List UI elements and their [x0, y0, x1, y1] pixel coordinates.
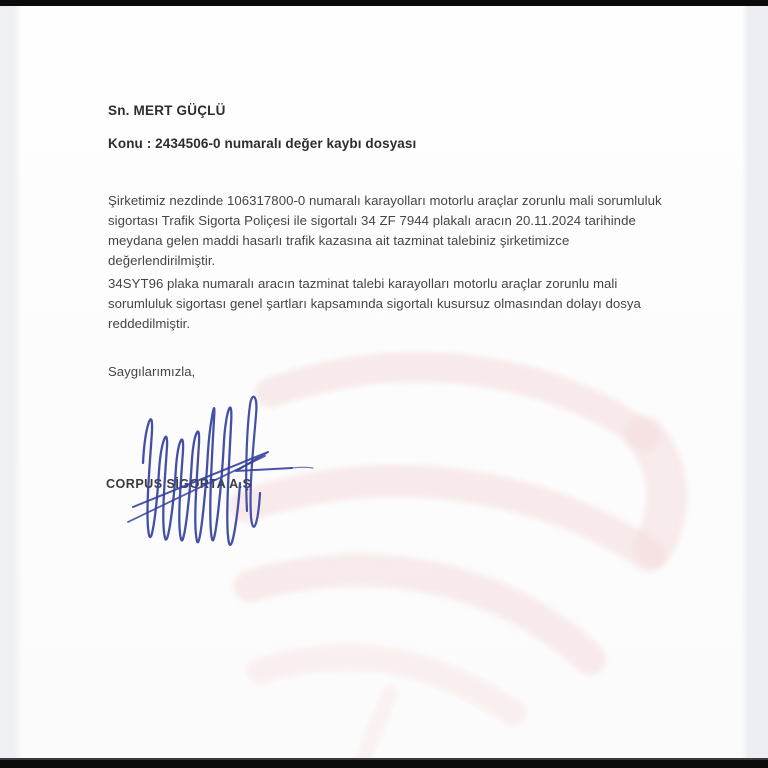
subject-line: Konu : 2434506-0 numaralı değer kaybı dosyası — [108, 136, 417, 151]
handwritten-signature-icon — [95, 383, 425, 561]
letterbox-top-bar — [0, 0, 768, 6]
body-paragraph-1: Şirketimiz nezdinde 106317800-0 numaralı karayolları motorlu araçlar zorunlu mali sorumluluk sigortası Trafik Sigorta Poliçesi ile sigortalı 34 ZF 7944 plakalı aracın 20.11.2024 tarihinde meydana gelen maddi hasarlı trafik kazasına ait tazminat talebiniz şirketimizce değerlendirilmiştir. — [108, 193, 662, 268]
greeting-line: Sn. MERT GÜÇLÜ — [108, 103, 226, 118]
closing-line: Saygılarımızla, — [108, 364, 196, 379]
letterbox-bottom-bar — [0, 758, 768, 768]
photo-left-margin — [0, 6, 22, 760]
company-name: CORPUS SİGORTA A.Ş — [106, 477, 252, 491]
document-photo — [0, 6, 768, 760]
document-page — [0, 6, 768, 760]
photo-right-margin — [742, 6, 768, 760]
body-paragraph-2: 34SYT96 plaka numaralı aracın tazminat talebi karayolları motorlu araçlar zorunlu mali sorumluluk sigortası genel şartları kapsamında sigortalı kusursuz olmasından dolayı dosya reddedilmiştir. — [108, 276, 641, 331]
